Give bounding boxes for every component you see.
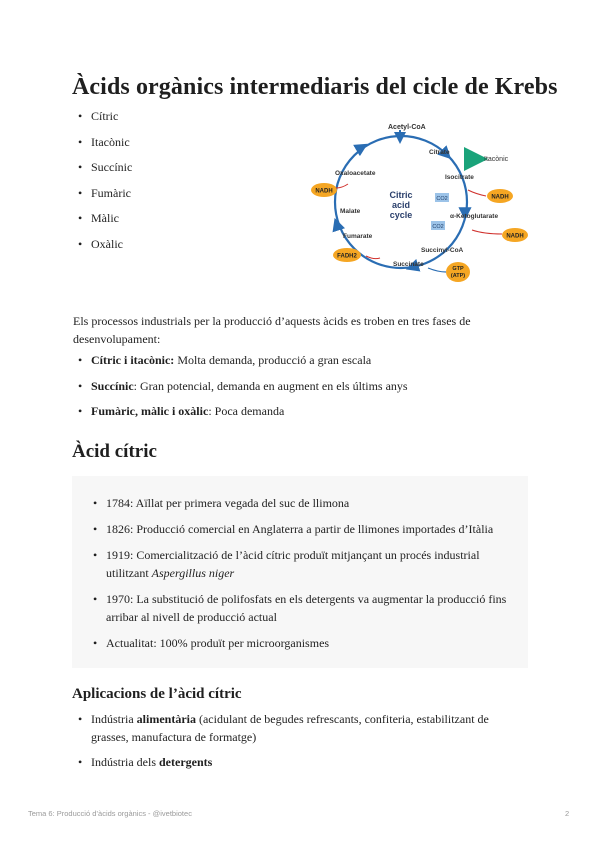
side-arrow: [428, 268, 446, 272]
svg-text:NADH: NADH: [491, 194, 509, 201]
svg-text:GTP: GTP: [452, 266, 464, 272]
label-oxaloacetate: Oxaloacetate: [335, 170, 376, 177]
list-item: • 1784: Aïllat per primera vegada del suc de llimona: [88, 494, 518, 512]
label-isocitrate: Isocitrate: [445, 174, 474, 181]
phase-text: : Gran potencial, demanda en augment en els últims anys: [133, 378, 408, 393]
list-item: [73, 753, 528, 771]
label-succinate: Succinate: [393, 261, 424, 268]
timeline-list: [88, 494, 518, 660]
center-label: acid: [391, 200, 411, 210]
phase-text: Molta demanda, producció a gran escala: [174, 353, 372, 367]
section-heading-applications: Aplicacions de l’àcid cítric: [72, 686, 242, 702]
list-item: • Succínic: [73, 159, 132, 185]
krebs-cycle-diagram: [304, 118, 536, 290]
center-label: Citric: [389, 190, 413, 200]
label-itaconic: Itacònic: [484, 156, 509, 163]
fadh2-badge: [333, 248, 361, 262]
list-item: • 1826: Producció comercial en Anglaterra a partir de llimones importades d’Itàlia: [88, 520, 518, 538]
page-title: Àcids orgànics intermediaris del cicle de Krebs: [72, 74, 558, 100]
svg-text:NADH: NADH: [506, 233, 524, 240]
organism-name: Aspergillus niger: [151, 566, 235, 580]
nadh-badge: [487, 189, 513, 203]
phase-name: Succínic: [91, 378, 134, 393]
label-acetyl-coa: Acetyl-CoA: [388, 124, 426, 131]
acids-list: [73, 108, 132, 261]
side-arrow: [468, 190, 486, 196]
label-malate: Malate: [340, 208, 361, 215]
svg-text:CO2: CO2: [436, 196, 448, 202]
list-item: [88, 546, 518, 582]
svg-text:(ATP): (ATP): [450, 273, 466, 279]
gtp-badge: [446, 262, 470, 282]
applications-list: [73, 710, 528, 778]
page-number: 2: [565, 809, 570, 818]
list-item: • Màlic: [73, 210, 132, 236]
label-fumarate: Fumarate: [343, 233, 373, 240]
app-text: Indústria dels: [91, 755, 159, 769]
svg-text:FADH2: FADH2: [337, 253, 357, 260]
nadh-badge: [311, 183, 337, 197]
footer-text: Tema 6: Producció d’àcids orgànics - @ivetbiotec: [28, 809, 192, 818]
side-arrow: [472, 230, 502, 234]
phase-text: : Poca demanda: [208, 404, 285, 418]
label-citrate: Citrate: [429, 149, 450, 156]
app-text: (acidulant de begudes refrescants, confiteria, estabilitzant de grasses, manufactura de formatge): [91, 712, 489, 744]
list-item: • Itacònic: [73, 134, 132, 160]
list-item: • Fumàric: [73, 185, 132, 211]
phase-name: Cítric i itacònic:: [91, 353, 175, 367]
app-industry: alimentària: [136, 712, 196, 726]
phase-name: Fumàric, màlic i oxàlic: [91, 404, 209, 418]
section-heading-citric: Àcid cítric: [72, 441, 157, 462]
nadh-badge: [502, 228, 528, 242]
list-item: [73, 710, 528, 746]
list-item: [73, 378, 528, 404]
list-item: • Actualitat: 100% produït per microorganismes: [88, 634, 518, 652]
list-item: • Cítric: [73, 108, 132, 134]
list-item: [73, 403, 528, 429]
svg-text:CO2: CO2: [432, 224, 444, 230]
center-label: cycle: [389, 210, 413, 220]
svg-text:NADH: NADH: [315, 188, 333, 195]
phases-list: [73, 352, 528, 429]
intro-paragraph: Els processos industrials per la producció d’aquests àcids es troben en tres fases de desenvolupament:: [73, 314, 471, 346]
co2-badge: [435, 193, 449, 202]
list-item: • Oxàlic: [73, 236, 132, 262]
co2-badge: [431, 221, 445, 230]
label-ketoglutarate: α-Ketoglutarate: [450, 213, 499, 220]
list-item: [73, 352, 528, 378]
timeline-text: 1919: Comercialització de l’àcid cítric produït mitjançant un procés industrial utilitzant: [106, 548, 480, 580]
label-succinyl-coa: Succinyl-CoA: [421, 247, 464, 254]
app-industry: detergents: [159, 755, 213, 769]
list-item: • 1970: La substitució de polifosfats en els detergents va augmentar la producció fins arribar al nivell de producció actual: [88, 590, 518, 626]
app-text: Indústria: [91, 712, 137, 726]
